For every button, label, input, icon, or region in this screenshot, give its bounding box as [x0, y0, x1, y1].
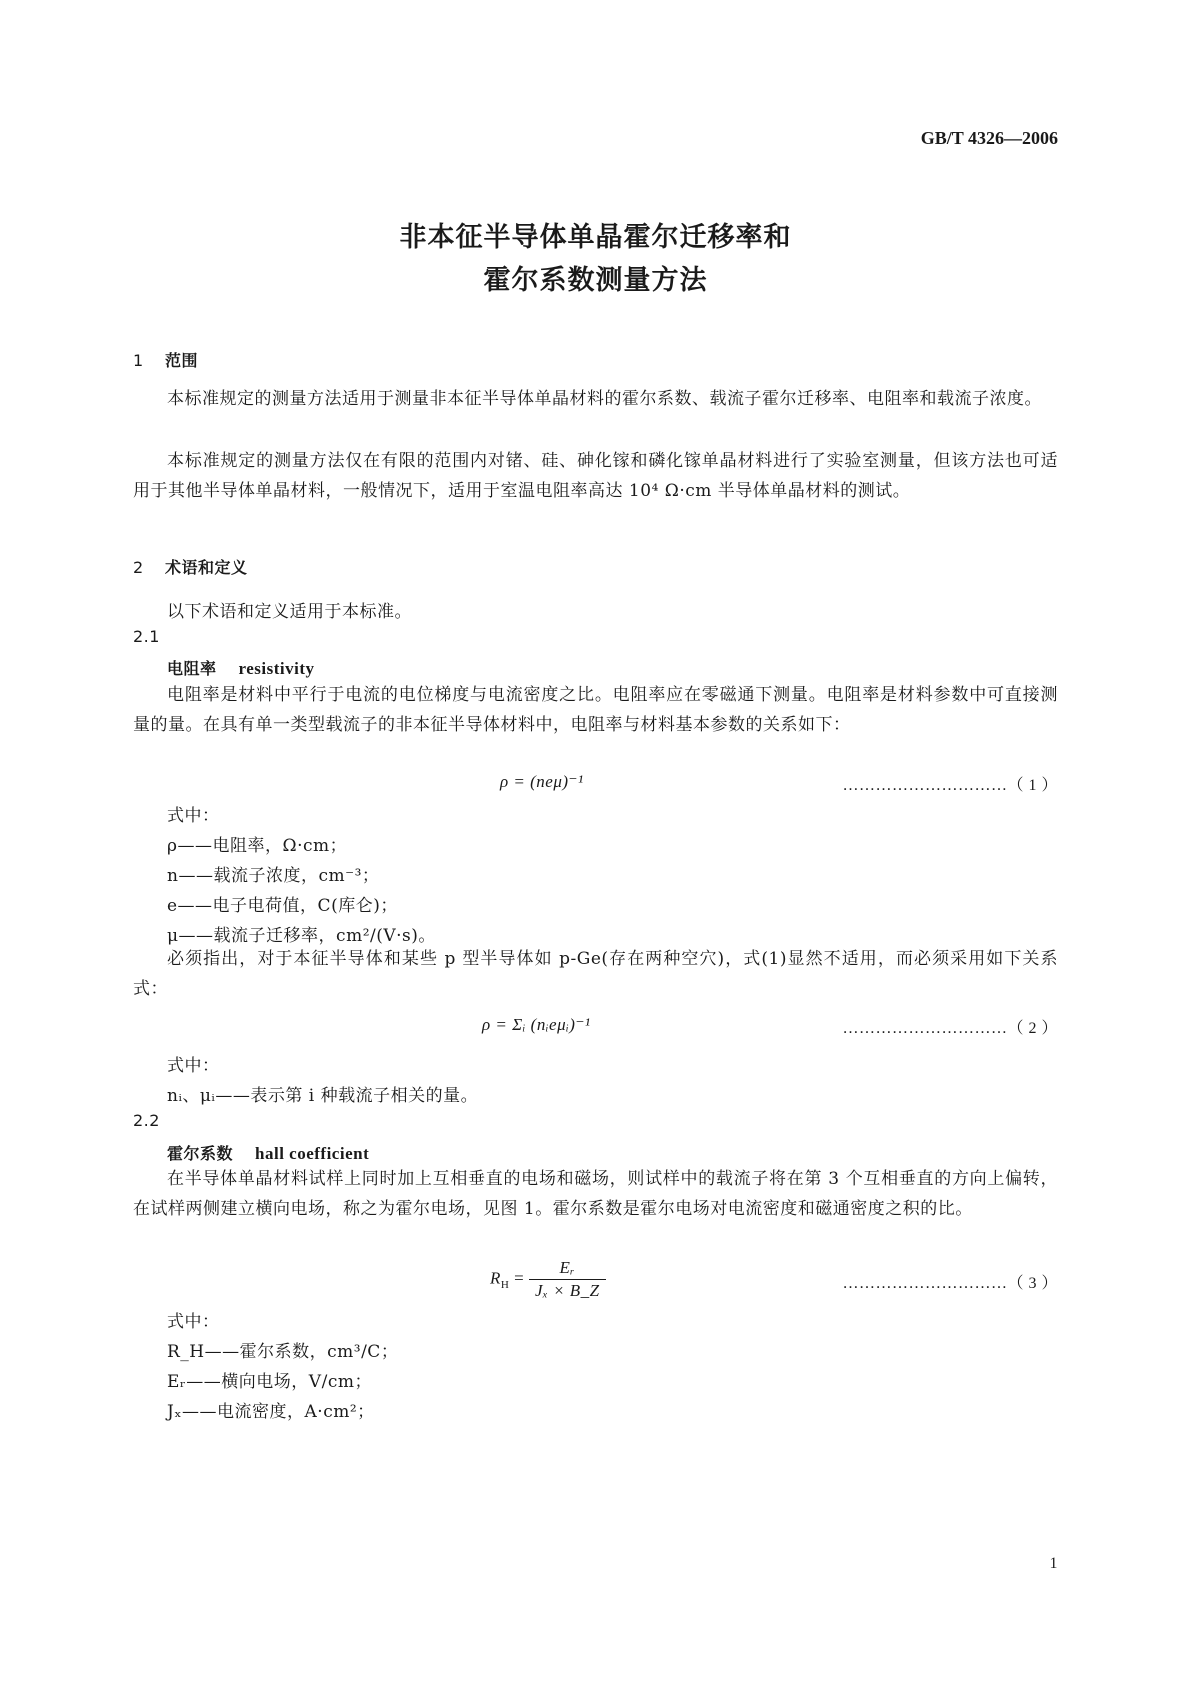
- section-2-intro: 以下术语和定义适用于本标准。: [167, 602, 412, 622]
- definition-jx: Jₓ——电流密度，A·cm²；: [167, 1402, 375, 1422]
- equation-3-numerator: Eᵣ: [529, 1258, 606, 1280]
- where-label-1: 式中：: [167, 806, 220, 826]
- term-zh: 霍尔系数: [167, 1144, 234, 1163]
- definition-rho: ρ——电阻率，Ω·cm；: [167, 836, 348, 856]
- document-title-line-2: 霍尔系数测量方法: [483, 265, 708, 296]
- equation-3: $R_H$ = $\frac{\text{Eᵣ}}{\text{Jₓ × B\_Z}}$: [490, 1258, 606, 1301]
- equation-2: ρ = Σᵢ (nᵢeμᵢ)⁻¹: [482, 1015, 591, 1034]
- clause-2-2-term: [167, 1141, 369, 1164]
- section-2-heading: [133, 555, 248, 578]
- clause-2-1-paragraph-b: 必须指出，对于本征半导体和某些 p 型半导体如 p-Ge(存在两种空穴)，式(1)显然不适用，而必须采用如下关系式：: [133, 949, 1058, 999]
- section-1-number: 1: [133, 351, 144, 370]
- clause-2-1-number: 2.1: [133, 627, 160, 646]
- term-zh: 电阻率: [167, 659, 217, 678]
- term-en: resistivity: [238, 659, 315, 678]
- where-label-3: 式中：: [167, 1312, 220, 1332]
- definition-er: Eᵣ——横向电场，V/cm；: [167, 1372, 372, 1392]
- section-1-paragraph-2: 本标准规定的测量方法仅在有限的范围内对锗、硅、砷化镓和磷化镓单晶材料进行了实验室测量，但该方法也可适用于其他半导体单晶材料，一般情况下，适用于室温电阻率高达 10⁴ Ω·cm 半导体单晶材料的测试。: [133, 451, 1058, 501]
- clause-2-2-number: 2.2: [133, 1111, 160, 1130]
- equation-3-denominator: Jₓ × B_Z: [534, 1281, 600, 1300]
- section-1-heading: [133, 348, 198, 371]
- equation-3-fraction: [529, 1258, 606, 1301]
- document-title-line-1: 非本征半导体单晶霍尔迁移率和: [399, 222, 792, 253]
- term-en: hall coefficient: [255, 1144, 370, 1163]
- definition-e: e——电子电荷值，C(库仑)；: [167, 896, 398, 916]
- equation-1: ρ = (neμ)⁻¹: [500, 772, 584, 791]
- equation-3-lhs: R: [490, 1268, 501, 1288]
- equation-3-lhs-subscript: H: [500, 1278, 510, 1291]
- clause-2-1-term: [167, 656, 315, 679]
- definition-mu: μ——载流子迁移率，cm²/(V·s)。: [167, 926, 436, 946]
- clause-2-1-paragraph: 电阻率是材料中平行于电流的电位梯度与电流密度之比。电阻率应在零磁通下测量。电阻率是材料参数中可直接测量的量。在具有单一类型载流子的非本征半导体材料中，电阻率与材料基本参数的关系如下：: [133, 685, 1058, 735]
- equation-3-number: …………………………（ 3 ）: [842, 1275, 1058, 1292]
- standard-number: GB/T 4326—2006: [920, 128, 1058, 148]
- page-number: 1: [1049, 1555, 1058, 1572]
- equation-1-number: …………………………（ 1 ）: [842, 777, 1058, 794]
- where-label-2: 式中：: [167, 1056, 220, 1076]
- section-1-title: 范围: [165, 351, 199, 370]
- section-2-number: 2: [133, 558, 144, 577]
- definition-n: n——载流子浓度，cm⁻³；: [167, 866, 380, 886]
- section-1-paragraph-1: 本标准规定的测量方法适用于测量非本征半导体单晶材料的霍尔系数、载流子霍尔迁移率、电阻率和载流子浓度。: [167, 389, 1042, 409]
- clause-2-2-paragraph: 在半导体单晶材料试样上同时加上互相垂直的电场和磁场，则试样中的载流子将在第 3 个互相垂直的方向上偏转，在试样两侧建立横向电场，称之为霍尔电场，见图 1。霍尔系数是霍尔电场对电流密度和磁通密度之积的比。: [133, 1169, 1058, 1219]
- section-2-title: 术语和定义: [165, 558, 248, 577]
- equation-2-number: …………………………（ 2 ）: [842, 1020, 1058, 1037]
- definition-rh: R_H——霍尔系数，cm³/C；: [167, 1342, 399, 1362]
- definition-ni-mui: nᵢ、μᵢ——表示第 i 种载流子相关的量。: [167, 1086, 479, 1106]
